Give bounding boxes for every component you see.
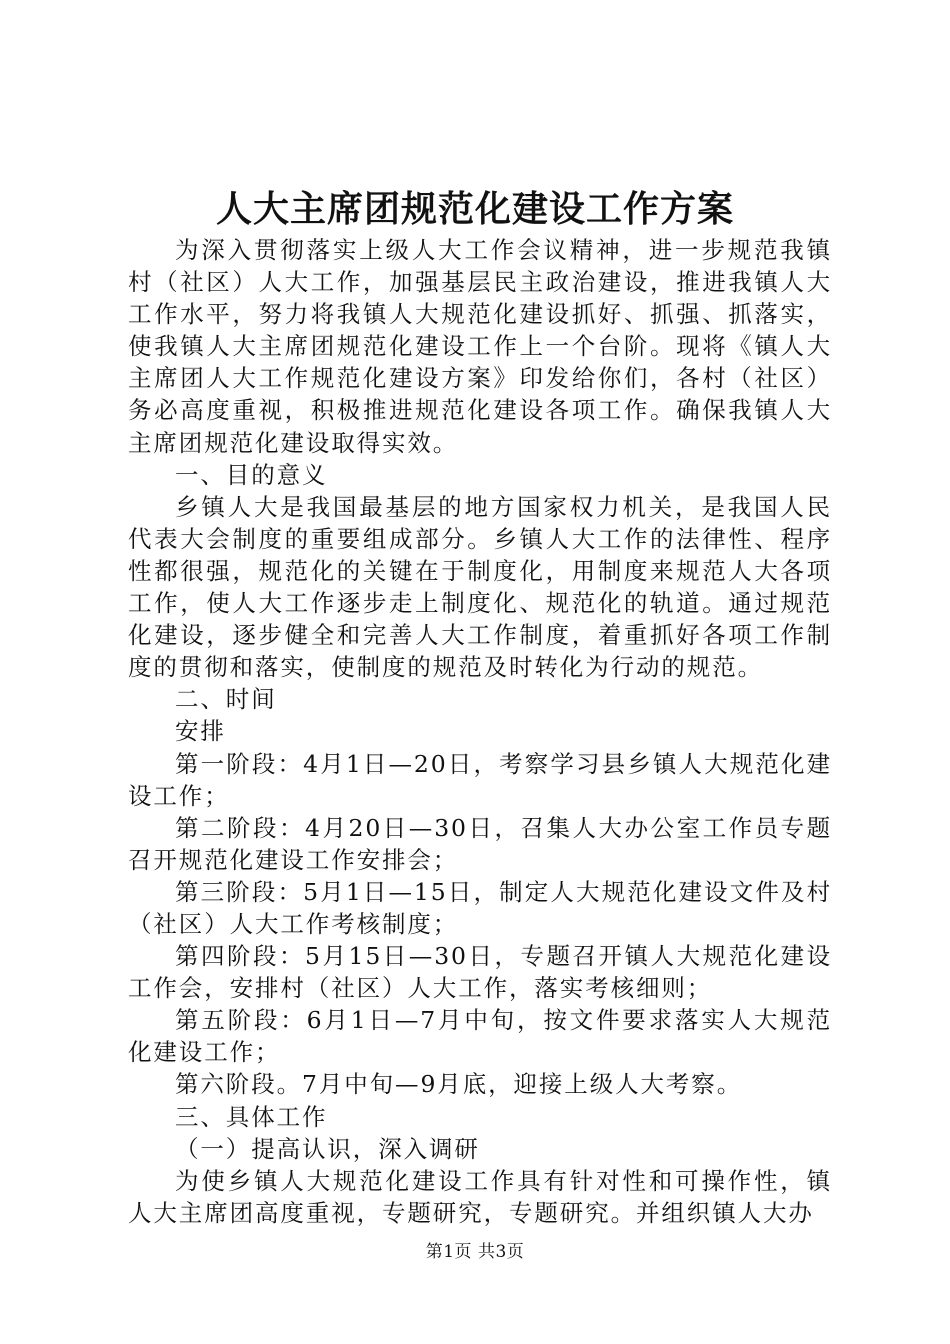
paragraph-intro: 为深入贯彻落实上级人大工作会议精神，进一步规范我镇村（社区）人大工作，加强基层民主政治建设，推进我镇人大工作水平，努力将我镇人大规范化建设抓好、抓强、抓落实，使我镇人大主席团规范化建设工作上一个台阶。现将《镇人大主席团人大工作规范化建设方案》印发给你们，各村（社区）务必高度重视，积极推进规范化建设各项工作。确保我镇人大主席团规范化建设取得实效。	[128, 236, 832, 457]
document-title: 人大主席团规范化建设工作方案	[215, 188, 734, 230]
paragraph-stage-4: 第四阶段：5月15日—30日，专题召开镇人大规范化建设工作会，安排村（社区）人大工作，落实考核细则；	[128, 942, 832, 1003]
paragraph-arrangement: 安排	[175, 717, 226, 746]
paragraph-stage-1: 第一阶段：4月1日—20日，考察学习县乡镇人大规范化建设工作；	[128, 749, 832, 810]
section-heading-time: 二、时间	[175, 685, 277, 714]
subsection-heading-research: （一）提高认识，深入调研	[175, 1134, 480, 1163]
paragraph-research: 为使乡镇人大规范化建设工作具有针对性和可操作性，镇人大主席团高度重视，专题研究，专题研究。并组织镇人大办	[128, 1166, 832, 1227]
paragraph-purpose: 乡镇人大是我国最基层的地方国家权力机关，是我国人民代表大会制度的重要组成部分。乡镇人大工作的法律性、程序性都很强，规范化的关键在于制度化，用制度来规范人大各项工作，使人大工作逐步走上制度化、规范化的轨道。通过规范化建设，逐步健全和完善人大工作制度，着重抓好各项工作制度的贯彻和落实，使制度的规范及时转化为行动的规范。	[128, 492, 832, 682]
paragraph-stage-5: 第五阶段：6月1日—7月中旬，按文件要求落实人大规范化建设工作；	[128, 1006, 832, 1067]
paragraph-stage-3: 第三阶段：5月1日—15日，制定人大规范化建设文件及村（社区）人大工作考核制度；	[128, 877, 832, 938]
page-number-footer: 第1页 共3页	[425, 1242, 525, 1262]
section-heading-work: 三、具体工作	[175, 1102, 328, 1131]
paragraph-stage-2: 第二阶段：4月20日—30日，召集人大办公室工作员专题召开规范化建设工作安排会；	[128, 813, 832, 874]
document-body	[128, 234, 832, 1229]
paragraph-stage-6: 第六阶段。7月中旬—9月底，迎接上级人大考察。	[175, 1070, 743, 1099]
section-heading-purpose: 一、目的意义	[175, 460, 328, 489]
